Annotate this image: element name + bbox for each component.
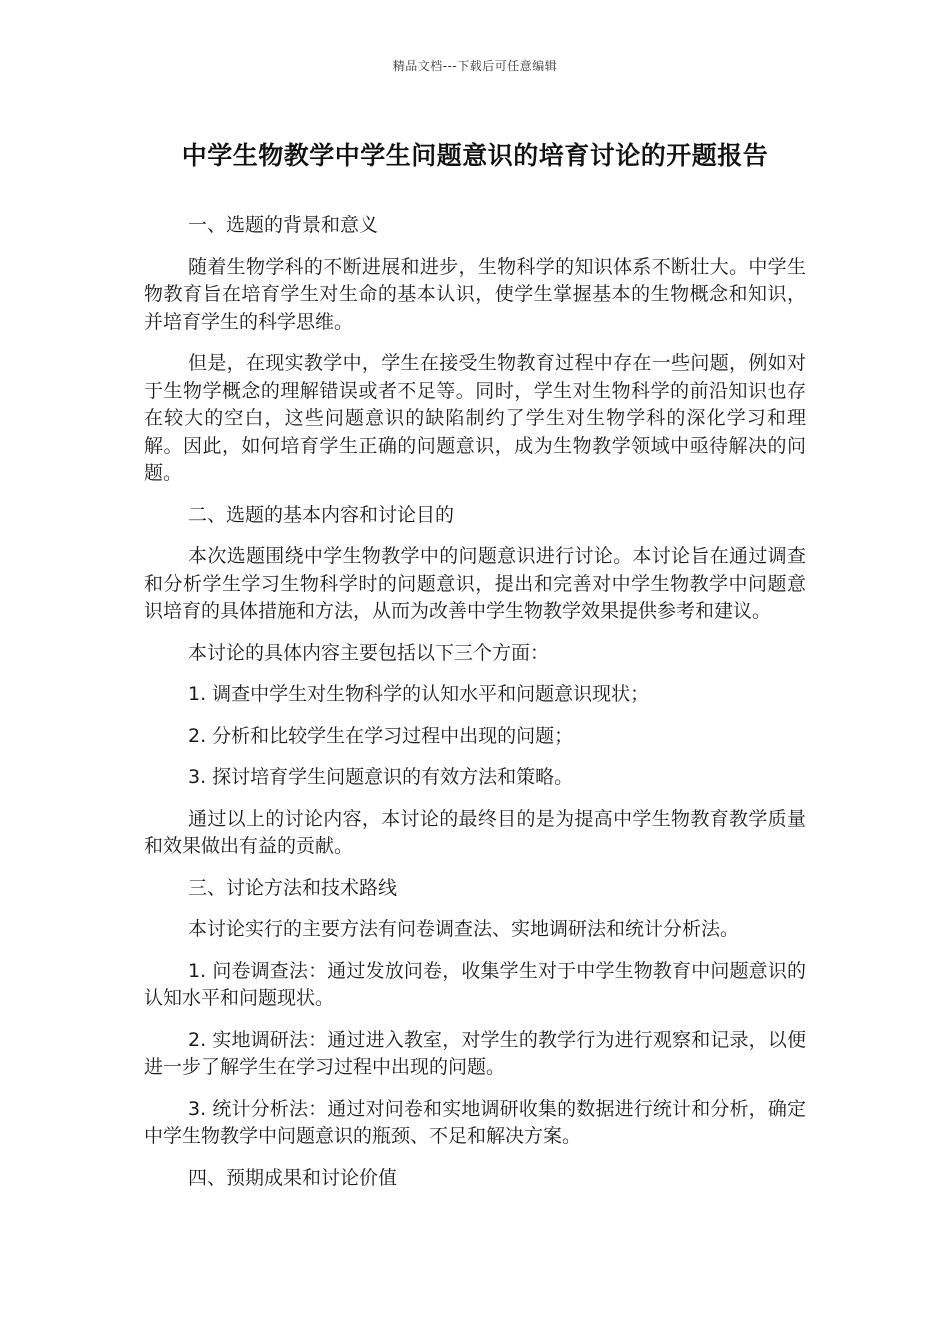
header-note: 精品文档---下载后可任意编辑 [392,59,558,73]
paragraph: 但是，在现实教学中，学生在接受生物教育过程中存在一些问题，例如对于生物学概念的理解错误或者不足等。同时，学生对生物科学的前沿知识也存在较大的空白，这些问题意识的缺陷制约了学生对生物学科的深化学习和理解。因此，如何培育学生正确的问题意识，成为生物教学领域中亟待解决的问题。 [144,352,806,484]
section-heading-3: 三、讨论方法和技术路线 [188,876,398,899]
list-item: 3. 统计分析法：通过对问卷和实地调研收集的数据进行统计和分析，确定中学生物教学中问题意识的瓶颈、不足和解决方案。 [144,1097,806,1147]
list-item: 3. 探讨培育学生问题意识的有效方法和策略。 [188,766,574,788]
paragraph: 通过以上的讨论内容，本讨论的最终目的是为提高中学生物教育教学质量和效果做出有益的贡献。 [144,807,806,857]
paragraph: 本讨论的具体内容主要包括以下三个方面： [188,641,550,664]
paragraph: 本讨论实行的主要方法有问卷调查法、实地调研法和统计分析法。 [188,918,740,940]
paragraph: 本次选题围绕中学生物教学中的问题意识进行讨论。本讨论旨在通过调查和分析学生学习生物科学时的问题意识，提出和完善对中学生物教学中问题意识培育的具体措施和方法，从而为改善中学生物教学效果提供参考和建议。 [144,545,806,622]
document-body [144,212,806,1206]
list-item: 2. 分析和比较学生在学习过程中出现的问题； [188,724,574,747]
list-item: 1. 调查中学生对生物科学的认知水平和问题意识现状； [188,683,650,705]
document-title: 中学生物教学中学生问题意识的培育讨论的开题报告 [181,141,769,170]
paragraph: 随着生物学科的不断进展和进步，生物科学的知识体系不断壮大。中学生物教育旨在培育学生对生命的基本认识，使学生掌握基本的生物概念和知识，并培育学生的科学思维。 [144,255,806,333]
list-item: 1. 问卷调查法：通过发放问卷，收集学生对于中学生物教育中问题意识的认知水平和问题现状。 [144,959,806,1009]
section-heading-1: 一、选题的背景和意义 [188,214,379,236]
section-heading-4: 四、预期成果和讨论价值 [188,1166,398,1189]
section-heading-2: 二、选题的基本内容和讨论目的 [188,503,455,526]
list-item: 2. 实地调研法：通过进入教室，对学生的教学行为进行观察和记录，以便进一步了解学生在学习过程中出现的问题。 [144,1028,806,1078]
